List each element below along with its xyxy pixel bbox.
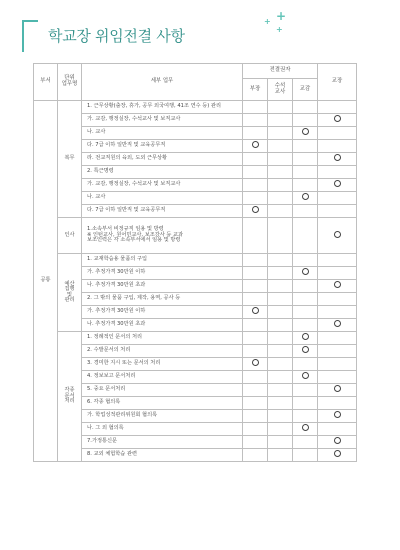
table-row — [34, 101, 357, 114]
table-row — [34, 332, 357, 345]
task-cell: 나. 교사 — [82, 192, 243, 205]
approval-cell — [318, 306, 357, 319]
table-row — [34, 179, 357, 192]
approval-mark-icon — [302, 346, 309, 353]
table-row — [34, 384, 357, 397]
approval-cell — [318, 280, 357, 293]
page-title: 학교장 위임전결 사항 — [48, 27, 185, 45]
task-cell: 8. 교외 체험학습 관련 — [82, 449, 243, 462]
approval-cell — [243, 153, 268, 166]
task-cell: 6. 각종 협의록 — [82, 397, 243, 410]
approval-mark-icon — [302, 333, 309, 340]
approval-mark-icon — [334, 115, 341, 122]
approval-cell — [318, 101, 357, 114]
table-row — [34, 345, 357, 358]
approval-cell — [243, 423, 268, 436]
approval-mark-icon — [252, 141, 259, 148]
approval-cell — [293, 280, 318, 293]
approval-cell — [243, 205, 268, 218]
task-cell: 1. 교재학습용 물품의 구입 — [82, 254, 243, 267]
approval-cell — [293, 436, 318, 449]
approval-cell — [293, 153, 318, 166]
approval-cell — [268, 179, 293, 192]
approval-mark-icon — [334, 281, 341, 288]
table-row — [34, 280, 357, 293]
approval-cell — [318, 319, 357, 332]
table-row — [34, 410, 357, 423]
task-cell: 1. 정례적인 문서의 처리 — [82, 332, 243, 345]
table-row — [34, 319, 357, 332]
approval-cell — [268, 192, 293, 205]
approval-mark-icon — [302, 372, 309, 379]
approval-cell — [268, 127, 293, 140]
approval-cell — [243, 114, 268, 127]
approval-cell — [293, 205, 318, 218]
table-row — [34, 114, 357, 127]
header-unit: 단위 업무명 — [58, 64, 82, 101]
approval-cell — [293, 449, 318, 462]
approval-cell — [268, 153, 293, 166]
approval-cell — [293, 192, 318, 205]
table-row — [34, 423, 357, 436]
table-row — [34, 306, 357, 319]
task-cell: 가. 추정가격 30만원 이하 — [82, 267, 243, 280]
approval-mark-icon — [334, 320, 341, 327]
approval-cell — [318, 179, 357, 192]
approval-cell — [318, 384, 357, 397]
approval-cell — [318, 127, 357, 140]
approval-cell — [243, 332, 268, 345]
approval-cell — [268, 205, 293, 218]
approval-cell — [243, 101, 268, 114]
approval-cell — [268, 384, 293, 397]
approval-cell — [243, 127, 268, 140]
approval-cell — [293, 254, 318, 267]
approval-cell — [243, 319, 268, 332]
approval-cell — [243, 179, 268, 192]
approval-cell — [318, 423, 357, 436]
approval-cell — [243, 166, 268, 179]
approval-cell — [293, 114, 318, 127]
task-cell: 다. 7급 이하 일반직 및 교육공무직 — [82, 205, 243, 218]
header-principal: 교장 — [318, 64, 357, 101]
header-approver-senior: 수석 교사 — [268, 79, 293, 101]
approval-cell — [243, 293, 268, 306]
approval-cell — [293, 319, 318, 332]
approval-cell — [243, 358, 268, 371]
approval-mark-icon — [334, 180, 341, 187]
task-cell: 나. 추정가격 30만원 초과 — [82, 319, 243, 332]
approval-cell — [243, 345, 268, 358]
table-row — [34, 192, 357, 205]
task-cell: 나. 추정가격 30만원 초과 — [82, 280, 243, 293]
table-row — [34, 166, 357, 179]
approval-cell — [293, 179, 318, 192]
approval-cell — [243, 449, 268, 462]
approval-cell — [293, 140, 318, 153]
approval-cell — [243, 254, 268, 267]
approval-cell — [293, 371, 318, 384]
header-approver-vice: 교감 — [293, 79, 318, 101]
approval-cell — [318, 293, 357, 306]
approval-cell — [293, 410, 318, 423]
approval-cell — [268, 332, 293, 345]
approval-mark-icon — [334, 411, 341, 418]
unit-cell: 예산 집행 및 관리 — [58, 254, 82, 332]
approval-cell — [318, 192, 357, 205]
approval-mark-icon — [302, 193, 309, 200]
approval-cell — [293, 127, 318, 140]
approval-cell — [318, 410, 357, 423]
approval-cell — [243, 410, 268, 423]
table-row — [34, 140, 357, 153]
table-row — [34, 358, 357, 371]
unit-cell: 각종 문서 처리 — [58, 332, 82, 462]
approval-cell — [243, 384, 268, 397]
approval-cell — [293, 166, 318, 179]
table-row — [34, 397, 357, 410]
header-approver-group: 전결권자 — [243, 64, 318, 79]
approval-cell — [243, 140, 268, 153]
table-row — [34, 293, 357, 306]
approval-mark-icon — [252, 307, 259, 314]
title-bracket-decoration — [22, 20, 38, 52]
approval-mark-icon — [252, 359, 259, 366]
approval-cell — [293, 397, 318, 410]
task-cell: 가. 교감, 행정실장, 수석교사 및 보직교사 — [82, 114, 243, 127]
table-row — [34, 254, 357, 267]
approval-cell — [268, 345, 293, 358]
approval-cell — [318, 218, 357, 254]
approval-cell — [268, 280, 293, 293]
approval-cell — [268, 358, 293, 371]
approval-cell — [268, 267, 293, 280]
task-cell: 2. 그 밖의 물품 구입, 제작, 용역, 공사 등 — [82, 293, 243, 306]
task-cell: 1.소속부서 비정규직 임용 및 방령 ※ 인턴교사, 원어민교사, 보조강사 등 교과 보조인력은 각 소속부서에서 임용 및 방령 — [82, 218, 243, 254]
table-row — [34, 436, 357, 449]
task-cell: 나. 교사 — [82, 127, 243, 140]
approval-mark-icon — [334, 437, 341, 444]
approval-mark-icon — [252, 206, 259, 213]
approval-cell — [318, 114, 357, 127]
approval-cell — [268, 140, 293, 153]
approval-cell — [243, 192, 268, 205]
task-cell: 1. 근무상황(출장, 휴가, 공무 외국여행, 41조 연수 등) 관리 — [82, 101, 243, 114]
approval-cell — [293, 101, 318, 114]
approval-cell — [318, 254, 357, 267]
approval-cell — [293, 332, 318, 345]
header-approver-head: 부장 — [243, 79, 268, 101]
approval-cell — [293, 358, 318, 371]
approval-cell — [268, 397, 293, 410]
task-cell: 다. 7급 이하 일반직 및 교육공무직 — [82, 140, 243, 153]
table-body — [34, 101, 357, 462]
approval-cell — [268, 218, 293, 254]
approval-cell — [293, 306, 318, 319]
approval-mark-icon — [302, 128, 309, 135]
approval-cell — [318, 332, 357, 345]
approval-cell — [268, 166, 293, 179]
approval-cell — [293, 293, 318, 306]
task-cell: 4. 정보보고 문서처리 — [82, 371, 243, 384]
approval-mark-icon — [334, 154, 341, 161]
approval-cell — [268, 436, 293, 449]
approval-cell — [268, 254, 293, 267]
approval-cell — [243, 280, 268, 293]
approval-cell — [318, 436, 357, 449]
approval-cell — [243, 397, 268, 410]
approval-cell — [318, 140, 357, 153]
approval-mark-icon — [334, 385, 341, 392]
approval-cell — [318, 345, 357, 358]
title-area — [22, 17, 382, 54]
header-task: 세부 업무 — [82, 64, 243, 101]
table-row — [34, 205, 357, 218]
approval-cell — [268, 114, 293, 127]
approval-cell — [293, 423, 318, 436]
approval-cell — [243, 267, 268, 280]
approval-cell — [318, 358, 357, 371]
task-cell: 5. 중요 문서처리 — [82, 384, 243, 397]
approval-mark-icon — [334, 450, 341, 457]
approval-mark-icon — [302, 268, 309, 275]
unit-cell: 복무 — [58, 101, 82, 218]
approval-mark-icon — [334, 231, 341, 238]
task-cell: 나. 그 외 협의록 — [82, 423, 243, 436]
table-row — [34, 218, 357, 254]
dept-cell: 공통 — [34, 101, 58, 462]
approval-cell — [243, 371, 268, 384]
task-cell: 라. 전교직원의 육외, 도외 근무상황 — [82, 153, 243, 166]
task-cell: 가. 학업성적관리위원회 협의록 — [82, 410, 243, 423]
approval-cell — [268, 101, 293, 114]
approval-cell — [318, 449, 357, 462]
task-cell: 가. 교감, 행정실장, 수석교사 및 보직교사 — [82, 179, 243, 192]
approval-cell — [293, 345, 318, 358]
approval-cell — [268, 410, 293, 423]
sparkle-icon: + — [264, 17, 271, 26]
approval-cell — [268, 306, 293, 319]
approval-cell — [318, 205, 357, 218]
approval-cell — [268, 371, 293, 384]
approval-cell — [318, 166, 357, 179]
delegation-table — [33, 63, 357, 462]
approval-cell — [293, 267, 318, 280]
approval-cell — [243, 436, 268, 449]
task-cell: 2. 특근명령 — [82, 166, 243, 179]
sparkle-icon: + — [276, 25, 283, 34]
table-row — [34, 449, 357, 462]
approval-cell — [268, 423, 293, 436]
table-row — [34, 267, 357, 280]
approval-cell — [318, 153, 357, 166]
approval-cell — [268, 319, 293, 332]
approval-cell — [318, 397, 357, 410]
task-cell: 가. 추정가격 30만원 이하 — [82, 306, 243, 319]
task-cell: 2. 수발문서의 처리 — [82, 345, 243, 358]
task-cell: 3. 경미한 지시 또는 문서의 처리 — [82, 358, 243, 371]
approval-cell — [318, 371, 357, 384]
unit-cell: 인사 — [58, 218, 82, 254]
table-row — [34, 153, 357, 166]
approval-cell — [268, 293, 293, 306]
sparkle-icon: + — [276, 9, 287, 23]
header-dept: 부서 — [34, 64, 58, 101]
approval-cell — [318, 267, 357, 280]
table-row — [34, 371, 357, 384]
approval-mark-icon — [302, 424, 309, 431]
task-cell: 7.가정통신문 — [82, 436, 243, 449]
table-row — [34, 127, 357, 140]
approval-cell — [293, 218, 318, 254]
approval-cell — [243, 306, 268, 319]
approval-cell — [268, 449, 293, 462]
approval-cell — [293, 384, 318, 397]
approval-cell — [243, 218, 268, 254]
